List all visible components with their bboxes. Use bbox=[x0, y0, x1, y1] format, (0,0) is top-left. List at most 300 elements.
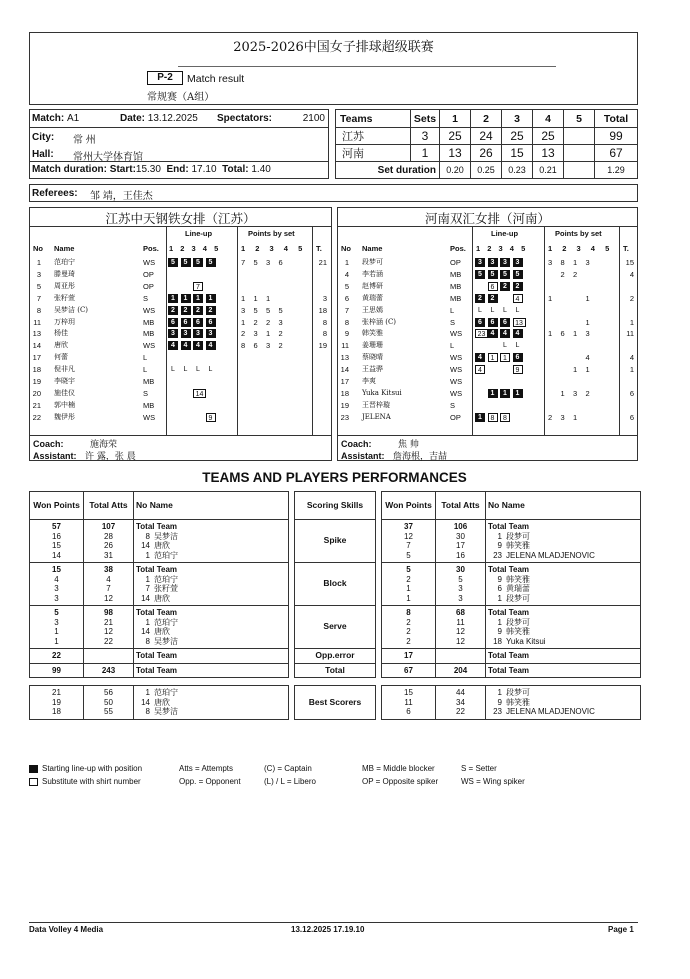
lineup-sub-box: 23 bbox=[475, 329, 488, 338]
team-b-points-sets: 1 2 3 4 5 bbox=[548, 244, 610, 253]
lineup-start-box: 1 bbox=[168, 294, 178, 303]
legend-opp: Opp. = Opponent bbox=[179, 777, 241, 786]
player-name: 张梓涵 (C) bbox=[362, 317, 397, 326]
player-name: 王晋梓璇 bbox=[362, 400, 390, 409]
perf-table bbox=[29, 491, 289, 720]
lineup-libero: L bbox=[171, 366, 175, 374]
team-b-set5 bbox=[564, 145, 595, 162]
player-name: 万梓玥 bbox=[54, 317, 75, 326]
player-row bbox=[338, 376, 639, 388]
set-duration-label: Set duration bbox=[336, 162, 440, 179]
shirt-number: 18 bbox=[493, 636, 502, 646]
total-atts-header: Total Atts bbox=[84, 492, 134, 520]
won-points: 18 bbox=[52, 707, 61, 716]
won-points: 99 bbox=[52, 665, 61, 675]
player-position: L bbox=[143, 353, 148, 363]
lineup-start-box: 3 bbox=[181, 329, 191, 338]
perf-section bbox=[30, 663, 289, 678]
player-position: OP bbox=[143, 281, 154, 291]
lineup-sub-box: 4 bbox=[475, 365, 485, 374]
player-name: 韩笑雅 bbox=[506, 574, 530, 584]
player-number: 20 bbox=[32, 388, 41, 398]
won-points: 2 bbox=[406, 617, 411, 627]
player-name: 唐欣 bbox=[154, 541, 170, 550]
performances-title: TEAMS AND PLAYERS PERFORMANCES bbox=[202, 470, 467, 485]
lineup-sub-box: 8 bbox=[488, 413, 498, 422]
player-name: 段梦可 bbox=[506, 617, 530, 627]
legend-substitute-icon bbox=[29, 778, 38, 786]
player-position: S bbox=[450, 317, 456, 327]
scoring-skills-header: Scoring Skills bbox=[295, 492, 376, 520]
team-b-set3: 15 bbox=[502, 145, 533, 162]
player-row bbox=[30, 412, 333, 424]
won-points: 19 bbox=[52, 697, 61, 707]
team-a-short: 江苏 bbox=[336, 128, 411, 145]
player-name: 姜珊珊 bbox=[362, 341, 383, 350]
team-a-pos-header: Pos. bbox=[143, 244, 159, 253]
lineup-start-box: 4 bbox=[488, 329, 498, 338]
team-a-name: 江苏中天钢铁女排（江苏） bbox=[105, 211, 256, 226]
team-a-points-sets: 1 2 3 4 5 bbox=[241, 244, 303, 253]
won-points: 1 bbox=[54, 636, 59, 646]
player-entry bbox=[488, 522, 638, 532]
legend-libero: (L) / L = Libero bbox=[264, 777, 316, 786]
won-points: 3 bbox=[54, 593, 59, 603]
team-b-short: 河南 bbox=[336, 145, 411, 162]
won-points-cell bbox=[382, 606, 436, 649]
total-atts-cell bbox=[436, 663, 486, 678]
player-position: WS bbox=[143, 341, 156, 351]
player-name: 何蕾 bbox=[54, 353, 68, 362]
player-row bbox=[30, 400, 333, 412]
player-position: WS bbox=[450, 388, 463, 398]
player-cell bbox=[486, 686, 641, 720]
won-points: 6 bbox=[406, 707, 411, 716]
header-box bbox=[29, 32, 638, 105]
hall-value: 常州大学体育馆 bbox=[73, 152, 143, 163]
footer-rule bbox=[29, 922, 638, 923]
player-row bbox=[30, 376, 333, 388]
player-number: 13 bbox=[32, 329, 41, 339]
player-entry bbox=[488, 541, 638, 551]
perf-section bbox=[30, 606, 289, 649]
set-points: 1 bbox=[573, 365, 578, 375]
set-points: 1 bbox=[573, 329, 578, 339]
player-row bbox=[30, 317, 333, 329]
perf-section bbox=[30, 686, 289, 720]
player-entry bbox=[136, 608, 286, 618]
sets-row-team-b bbox=[336, 145, 638, 162]
player-name: JELENA MLADJENOVIC bbox=[506, 707, 595, 716]
player-total: 11 bbox=[626, 329, 634, 339]
lineup-libero: L bbox=[515, 342, 520, 350]
set-points: 1 bbox=[573, 412, 578, 422]
player-name: 李若涵 bbox=[362, 269, 383, 278]
player-name: Total Team bbox=[488, 665, 530, 675]
perf-section bbox=[382, 563, 641, 606]
player-row bbox=[338, 293, 639, 305]
set-points: 3 bbox=[278, 317, 283, 327]
lineup-sub-box: 1 bbox=[500, 353, 510, 362]
lineup-sub-box: 1 bbox=[488, 353, 498, 362]
player-row bbox=[338, 388, 639, 400]
shirt-number: 23 bbox=[493, 550, 502, 560]
lineup-libero: L bbox=[503, 342, 507, 350]
set1-header: 1 bbox=[440, 110, 471, 128]
won-points: 2 bbox=[406, 627, 411, 636]
player-number: 13 bbox=[340, 353, 349, 363]
player-position: L bbox=[450, 341, 455, 351]
player-number: 8 bbox=[36, 305, 41, 315]
won-points-cell bbox=[30, 663, 84, 678]
player-entry bbox=[136, 707, 286, 717]
perf-gap bbox=[30, 678, 289, 686]
doc-type: Match result bbox=[187, 73, 245, 85]
player-entry bbox=[136, 594, 286, 604]
player-name: 吴梦洁 bbox=[154, 707, 178, 716]
player-row bbox=[30, 340, 333, 352]
total-atts: 5 bbox=[458, 574, 463, 584]
team-b-total: 67 bbox=[595, 145, 638, 162]
set1-duration: 0.20 bbox=[440, 162, 471, 179]
match-info-box bbox=[29, 109, 329, 179]
player-number: 5 bbox=[344, 281, 349, 291]
won-points: 22 bbox=[52, 651, 61, 660]
won-points: 21 bbox=[52, 688, 61, 697]
player-total: 1 bbox=[629, 365, 634, 375]
player-entry bbox=[136, 532, 286, 542]
legend-starting-icon bbox=[29, 765, 38, 773]
player-entry bbox=[488, 551, 638, 561]
player-total: 21 bbox=[318, 258, 327, 267]
won-points-cell bbox=[382, 649, 436, 664]
set-points: 8 bbox=[241, 341, 246, 351]
lineup-start-box: 6 bbox=[193, 318, 203, 327]
won-points-cell bbox=[30, 563, 84, 606]
player-position: MB bbox=[143, 329, 155, 339]
lineup-start-box: 2 bbox=[193, 306, 203, 315]
set4-header: 4 bbox=[533, 110, 564, 128]
lineup-start-box: 2 bbox=[206, 306, 216, 315]
set-points: 3 bbox=[253, 329, 258, 339]
lineup-start-box: 1 bbox=[475, 413, 485, 422]
lineup-start-box: 4 bbox=[193, 341, 203, 350]
won-points: 12 bbox=[404, 531, 413, 541]
team-b-name-header: Name bbox=[362, 244, 383, 253]
player-entry bbox=[136, 666, 286, 676]
won-points-header: Won Points bbox=[30, 492, 84, 520]
player-name: Total Team bbox=[136, 608, 178, 617]
player-name: 魏伊彤 bbox=[54, 412, 75, 421]
lineup-start-box: 3 bbox=[206, 329, 216, 338]
total-atts: 22 bbox=[456, 707, 465, 716]
lineup-start-box: 6 bbox=[513, 353, 523, 362]
shirt-number: 1 bbox=[497, 531, 502, 541]
player-total: 19 bbox=[318, 341, 327, 351]
total-atts: 106 bbox=[453, 522, 468, 531]
shirt-number: 9 bbox=[497, 574, 502, 584]
total-atts-header: Total Atts bbox=[436, 492, 486, 520]
legend-op: OP = Opposite spiker bbox=[362, 777, 439, 786]
title-divider bbox=[178, 66, 556, 67]
player-name: 杨佳 bbox=[54, 329, 68, 338]
player-entry bbox=[136, 637, 286, 647]
player-name: 段梦可 bbox=[362, 258, 383, 266]
player-row bbox=[30, 281, 333, 293]
player-total: 3 bbox=[322, 293, 327, 303]
set-points: 2 bbox=[548, 412, 553, 422]
set-points: 6 bbox=[253, 341, 258, 351]
sets-header-row bbox=[336, 110, 638, 128]
player-entry bbox=[136, 651, 286, 661]
set2-header: 2 bbox=[471, 110, 502, 128]
performances-skills bbox=[294, 491, 376, 720]
perf-table bbox=[381, 491, 641, 720]
set-points: 5 bbox=[266, 305, 271, 315]
player-name: 范珀宁 bbox=[154, 550, 178, 560]
lineup-libero: L bbox=[196, 366, 200, 374]
player-position: S bbox=[143, 293, 149, 303]
lineup-start-box: 5 bbox=[488, 270, 498, 279]
player-cell bbox=[486, 663, 641, 678]
spectators-label: Spectators: bbox=[217, 113, 273, 124]
lineup-start-box: 2 bbox=[488, 294, 498, 303]
perf-section bbox=[382, 649, 641, 664]
sets-table bbox=[335, 109, 638, 179]
player-number: 18 bbox=[340, 388, 349, 398]
player-position: MB bbox=[450, 293, 462, 303]
player-entry bbox=[488, 637, 638, 647]
won-points-cell bbox=[382, 663, 436, 678]
player-name: 黄瑞蕾 bbox=[362, 293, 383, 302]
total-atts: 50 bbox=[104, 697, 113, 707]
player-name: JELENA MLADJENOVIC bbox=[506, 550, 595, 560]
match-label: Match: A1 bbox=[32, 113, 80, 124]
set-points: 3 bbox=[241, 305, 246, 315]
player-entry bbox=[488, 594, 638, 604]
player-total: 6 bbox=[629, 388, 634, 398]
team-a-set2: 24 bbox=[471, 128, 502, 145]
lineup-start-box: 3 bbox=[475, 258, 485, 267]
player-row bbox=[30, 328, 333, 340]
player-entry bbox=[136, 584, 286, 594]
player-name: JELENA bbox=[362, 412, 391, 421]
lineup-empty bbox=[181, 282, 191, 291]
total-atts-cell bbox=[84, 563, 134, 606]
player-name: 唐欣 bbox=[154, 627, 170, 636]
footer-software: Data Volley 4 Media bbox=[29, 925, 104, 934]
won-points: 11 bbox=[404, 697, 413, 707]
set-points: 2 bbox=[573, 269, 578, 279]
shirt-number: 7 bbox=[145, 584, 150, 593]
lineup-start-box: 6 bbox=[168, 318, 178, 327]
total-atts: 107 bbox=[101, 522, 116, 531]
set-points: 2 bbox=[585, 388, 590, 398]
player-cell bbox=[486, 649, 641, 664]
won-points: 57 bbox=[52, 522, 61, 531]
total-atts: 26 bbox=[104, 541, 113, 550]
team-a-set1: 25 bbox=[440, 128, 471, 145]
team-b-lineup-header: Line-up bbox=[491, 229, 519, 238]
lineup-start-box: 6 bbox=[500, 318, 510, 327]
team-a-lineup-sets: 1 2 3 4 5 bbox=[169, 244, 219, 253]
won-points: 16 bbox=[52, 531, 61, 541]
lineup-libero: L bbox=[490, 306, 495, 314]
player-row bbox=[30, 269, 333, 281]
player-name: 张籽萱 bbox=[54, 293, 75, 302]
player-row bbox=[338, 400, 639, 412]
player-position: OP bbox=[450, 258, 461, 267]
player-name: 赵博研 bbox=[362, 281, 383, 290]
player-name: 段梦可 bbox=[506, 593, 530, 603]
player-total: 4 bbox=[629, 269, 634, 279]
league-title: 2025-2026中国女子排球超级联赛 bbox=[233, 40, 434, 55]
lineup-start-box: 4 bbox=[181, 341, 191, 350]
player-number: 14 bbox=[32, 341, 41, 351]
player-row bbox=[30, 364, 333, 376]
player-row bbox=[338, 317, 639, 329]
team-b-sets: 1 bbox=[411, 145, 440, 162]
shirt-number: 9 bbox=[497, 697, 502, 707]
player-name: 韩笑雅 bbox=[362, 329, 383, 338]
lineup-start-box: 4 bbox=[513, 329, 523, 338]
player-row bbox=[338, 281, 639, 293]
player-entry bbox=[136, 627, 286, 637]
player-position: L bbox=[450, 305, 455, 315]
total-atts-cell bbox=[436, 686, 486, 720]
footer-timestamp: 13.12.2025 17.19.10 bbox=[291, 925, 365, 934]
doc-code: P-2 bbox=[147, 71, 183, 85]
total-atts: 7 bbox=[106, 584, 111, 593]
lineup-start-box: 1 bbox=[181, 294, 191, 303]
player-row bbox=[30, 352, 333, 364]
player-name: 韩笑雅 bbox=[506, 627, 530, 636]
lineup-sub-box: 9 bbox=[513, 365, 523, 374]
lineup-start-box: 5 bbox=[193, 258, 203, 267]
lineup-empty bbox=[181, 389, 191, 398]
set-points: 3 bbox=[585, 258, 590, 267]
lineup-empty bbox=[488, 341, 498, 350]
city-value: 常 州 bbox=[73, 135, 96, 146]
set3-duration: 0.23 bbox=[502, 162, 533, 179]
total-atts: 243 bbox=[101, 665, 116, 675]
perf-section bbox=[382, 520, 641, 563]
lineup-libero: L bbox=[515, 306, 520, 314]
team-a-total: 99 bbox=[595, 128, 638, 145]
set3-header: 3 bbox=[502, 110, 533, 128]
player-name: 李爽 bbox=[362, 377, 376, 385]
won-points: 5 bbox=[54, 608, 59, 617]
player-entry bbox=[136, 551, 286, 561]
won-points-cell bbox=[382, 563, 436, 606]
set-points: 1 bbox=[585, 317, 590, 327]
player-row bbox=[338, 269, 639, 281]
set-points: 1 bbox=[253, 293, 258, 303]
set-points: 1 bbox=[266, 329, 271, 339]
lineup-start-box: 5 bbox=[181, 258, 191, 267]
total-atts: 17 bbox=[456, 541, 465, 550]
team-a-points-header: Points by set bbox=[248, 229, 295, 238]
player-name: 范珀宁 bbox=[154, 688, 178, 697]
total-atts: 21 bbox=[104, 617, 113, 627]
lineup-start-box: 6 bbox=[181, 318, 191, 327]
player-name: 周亚彤 bbox=[54, 281, 75, 290]
lineup-start-box: 3 bbox=[193, 329, 203, 338]
duration-total: 1.29 bbox=[595, 162, 638, 179]
shirt-number: 14 bbox=[141, 697, 150, 707]
set-points: 2 bbox=[241, 329, 246, 339]
player-total: 8 bbox=[322, 317, 327, 327]
player-name: Total Team bbox=[136, 651, 178, 660]
player-number: 11 bbox=[341, 341, 349, 351]
player-row bbox=[338, 412, 639, 424]
player-position: OP bbox=[143, 269, 154, 279]
set-points: 1 bbox=[585, 365, 590, 375]
lineup-start-box: 2 bbox=[475, 294, 485, 303]
player-number: 19 bbox=[340, 400, 349, 410]
total-atts-cell bbox=[436, 520, 486, 563]
lineup-empty bbox=[475, 389, 485, 398]
player-name: 韩笑雅 bbox=[506, 697, 530, 707]
set-points: 5 bbox=[278, 305, 283, 315]
player-entry bbox=[136, 688, 286, 698]
lineup-start-box: 6 bbox=[488, 318, 498, 327]
total-atts: 38 bbox=[104, 565, 113, 574]
player-name: Total Team bbox=[488, 522, 530, 531]
player-entry bbox=[488, 575, 638, 585]
player-entry bbox=[488, 688, 638, 698]
shirt-number: 1 bbox=[497, 593, 502, 603]
player-name: 蔡晓晴 bbox=[362, 353, 383, 362]
player-entry bbox=[136, 565, 286, 575]
player-total: 18 bbox=[318, 305, 327, 315]
team-b-points-header: Points by set bbox=[555, 229, 602, 238]
scoring-skill-label: Total bbox=[295, 663, 376, 678]
player-position: WS bbox=[143, 412, 156, 422]
won-points: 15 bbox=[52, 565, 61, 574]
player-position: WS bbox=[450, 377, 463, 386]
player-position: OP bbox=[450, 412, 461, 422]
player-row bbox=[338, 352, 639, 364]
set-points: 1 bbox=[573, 258, 578, 267]
player-entry bbox=[488, 666, 638, 676]
player-row bbox=[338, 305, 639, 317]
player-name: 范珀宁 bbox=[154, 574, 178, 584]
player-name: 段梦可 bbox=[506, 688, 530, 697]
won-points: 15 bbox=[404, 688, 413, 697]
player-entry bbox=[136, 522, 286, 532]
player-entry bbox=[488, 627, 638, 637]
shirt-number: 1 bbox=[497, 688, 502, 697]
lineup-start-box: 6 bbox=[206, 318, 216, 327]
lineup-start-box: 5 bbox=[513, 270, 523, 279]
set-points: 3 bbox=[560, 412, 565, 422]
player-position: WS bbox=[450, 353, 463, 363]
total-atts: 34 bbox=[456, 697, 465, 707]
player-total: 4 bbox=[629, 353, 634, 363]
won-points: 37 bbox=[404, 522, 413, 531]
lineup-sub-box: 7 bbox=[193, 282, 203, 291]
lineup-start-box: 1 bbox=[206, 294, 216, 303]
player-total: 15 bbox=[625, 258, 634, 267]
set-points: 1 bbox=[266, 293, 271, 303]
total-atts: 4 bbox=[106, 574, 111, 584]
shirt-number: 8 bbox=[145, 531, 150, 541]
player-entry bbox=[488, 532, 638, 542]
player-name: Yuka Kitsui bbox=[506, 636, 546, 646]
total-atts-cell bbox=[84, 649, 134, 664]
player-cell bbox=[134, 563, 289, 606]
